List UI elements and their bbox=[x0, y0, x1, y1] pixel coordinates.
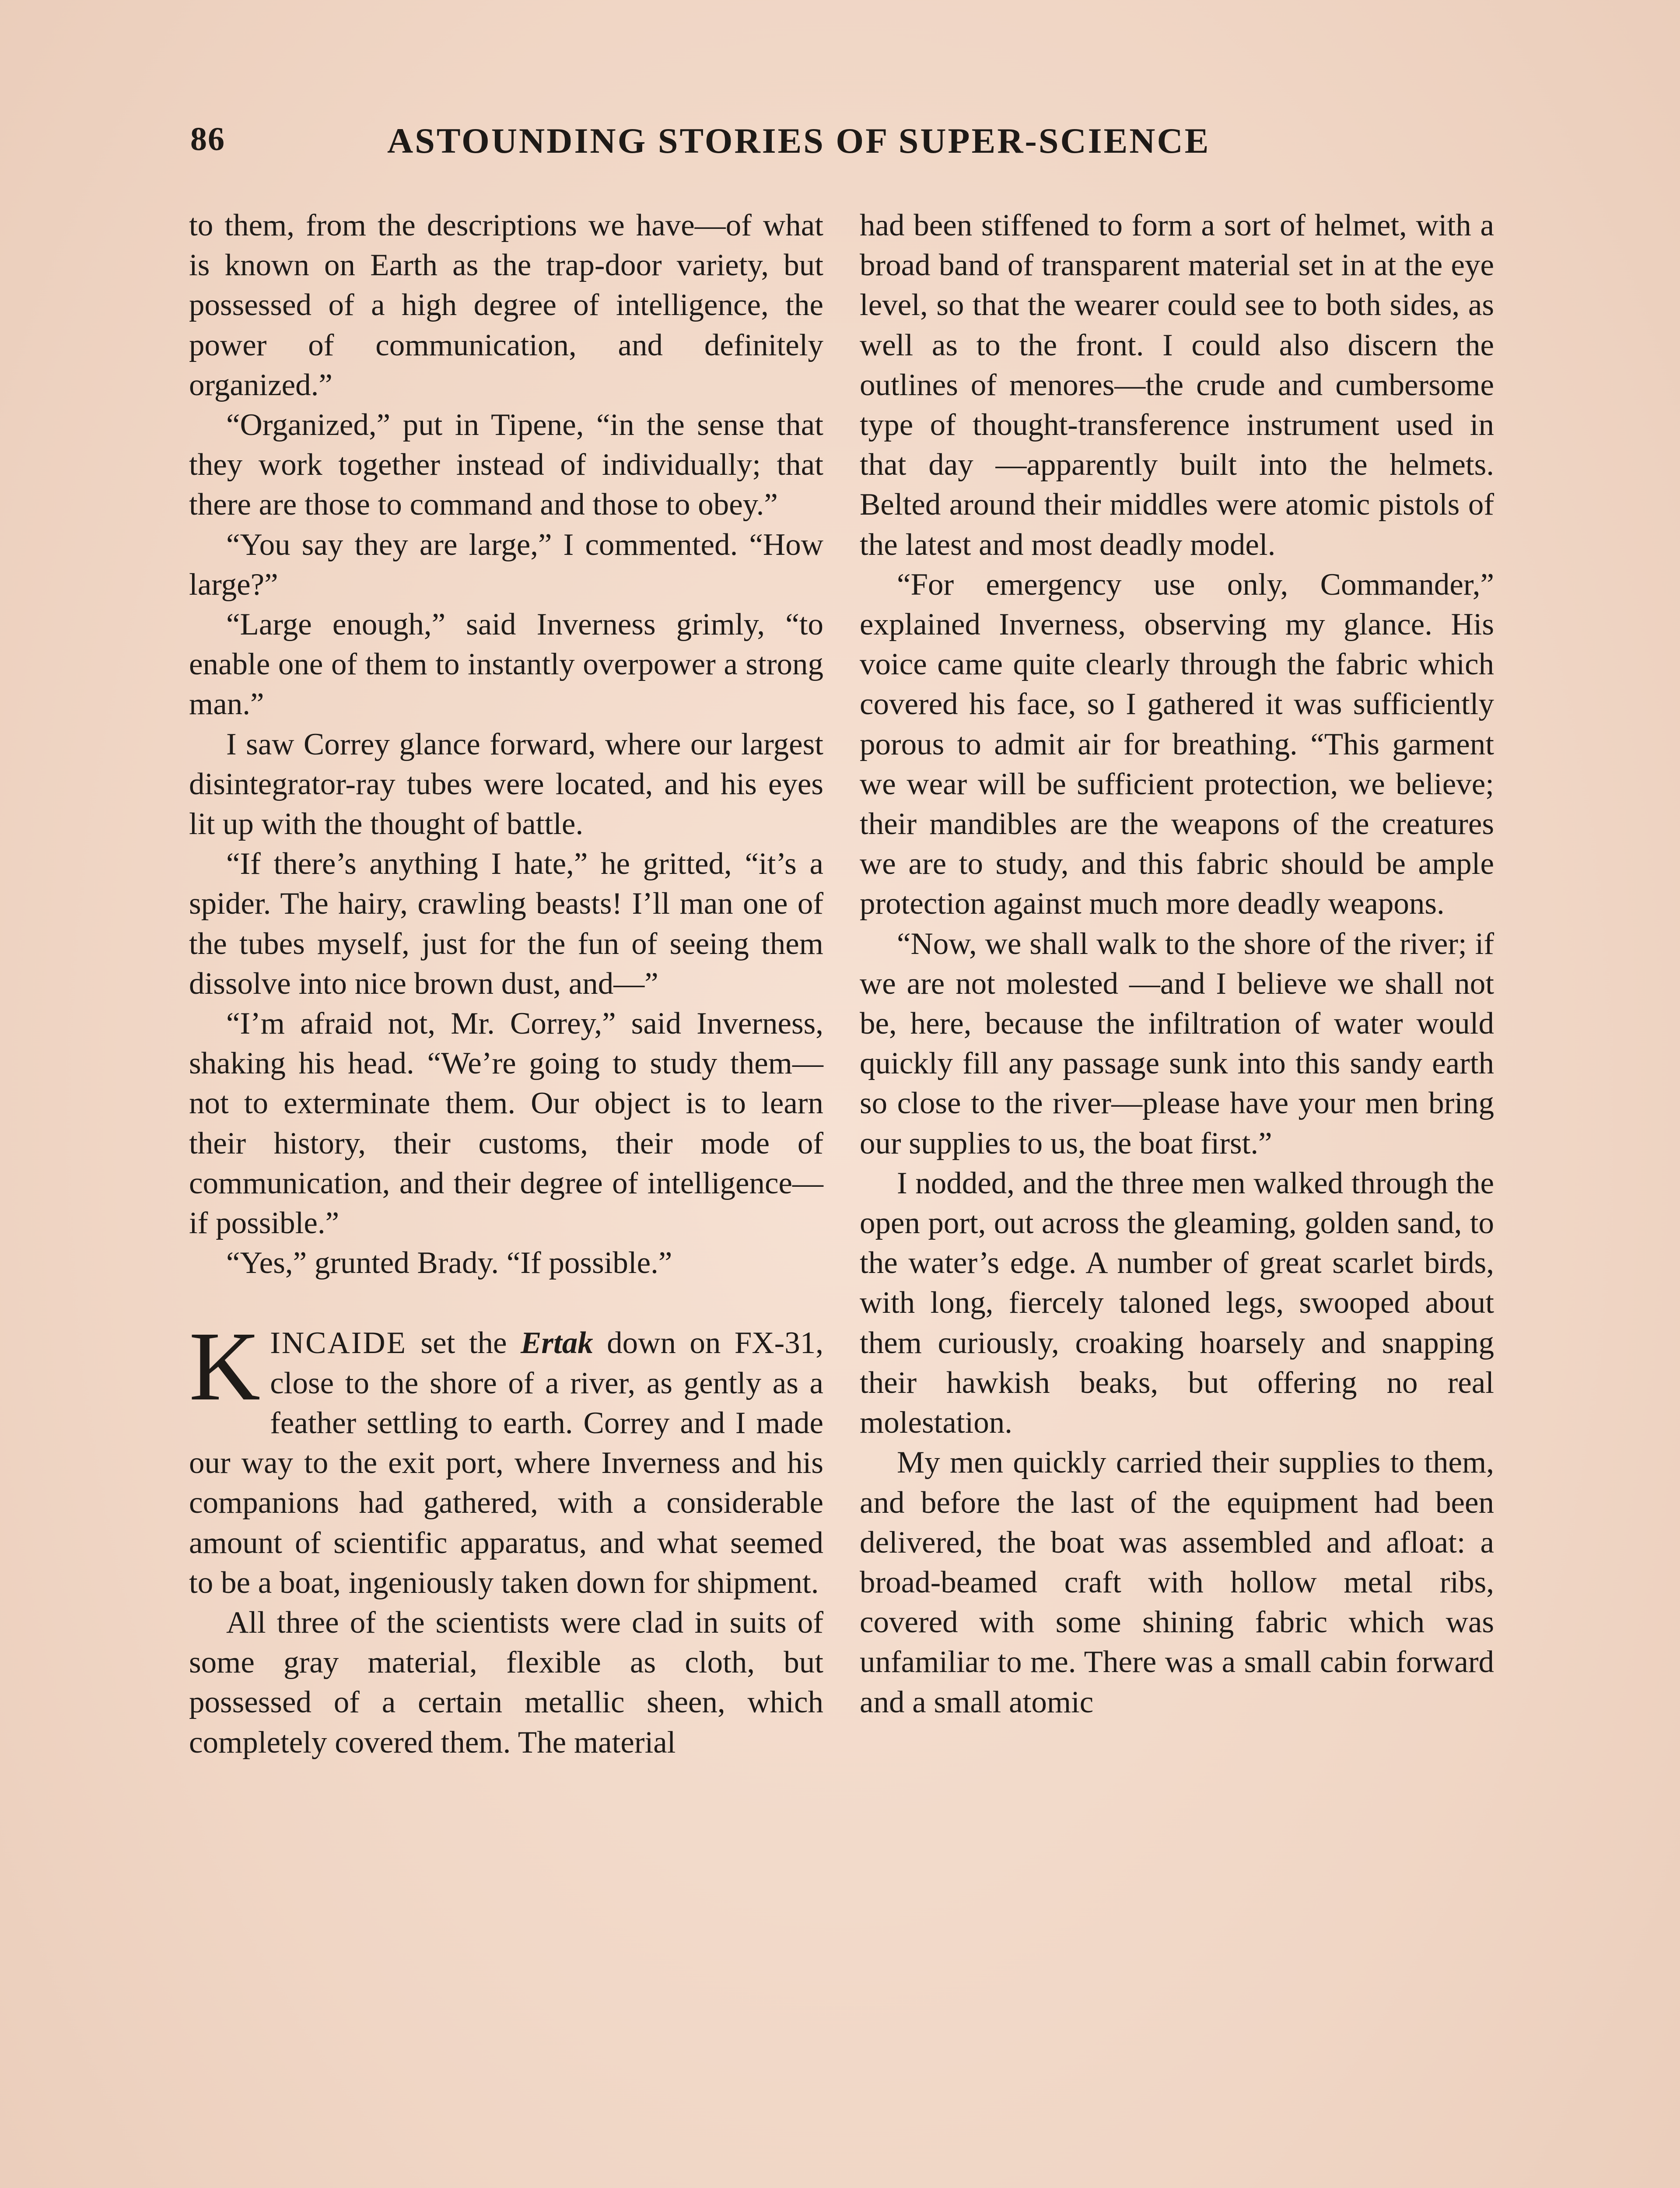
paragraph: I nodded, and the three men walked through the open port, out across the gleaming, golden sand, to the water’s edge. A number of great scarlet birds, with long, fiercely taloned legs, swooped about them curiously, croaking hoarsely and snapping their hawkish beaks, but offering no real molestation. bbox=[860, 1166, 1494, 1440]
section-break bbox=[189, 1283, 823, 1323]
running-title: ASTOUNDING STORIES OF SUPER-SCIENCE bbox=[387, 121, 1211, 161]
paragraph: My men quickly carried their supplies to them, and before the last of the equipment had been delivered, the boat was assembled and afloat: a broad-beamed craft with hollow metal ribs, covered with some shining fabric which was unfamiliar to me. There was a small cabin forward and a small atomic bbox=[860, 1445, 1494, 1719]
paragraph: “If there’s anything I hate,” he gritted, “it’s a spider. The hairy, crawling beasts! I’ll man one of the tubes myself, just for the fun of seeing them dissolve into nice brown dust, and—” bbox=[189, 847, 823, 1001]
lead-word: INCAIDE bbox=[270, 1326, 407, 1360]
paragraph: had been stiffened to form a sort of helmet, with a broad band of transparent material set in at the eye level, so that the wearer could see to both sides, as well as to the front. I could also discern the outlines of menores—the crude and cumbersome type of thought-transference instrument used in that day —apparently built into the helmets. Belted around their middles were atomic pistols of the latest and most deadly model. bbox=[860, 208, 1494, 562]
paragraph: “Large enough,” said Inverness grimly, “to enable one of them to instantly overpower a strong man.” bbox=[189, 607, 823, 722]
paragraph: All three of the scientists were clad in suits of some gray material, flexible as cloth, but possessed of a certain metallic sheen, which completely covered them. The material bbox=[189, 1605, 823, 1760]
left-column bbox=[189, 206, 823, 2188]
page-number: 86 bbox=[190, 121, 225, 158]
paragraph: “You say they are large,” I commented. “How large?” bbox=[189, 527, 823, 602]
text-run: down on FX-31, close to the shore of a river, as gently as a feather settling to earth. Correy and I made our way to the exit port, where Inverness and his companions had gathered, with a considerable amount of scientific apparatus, and what seemed to be a boat, ingeniously taken down for shipment. bbox=[189, 1326, 823, 1600]
text-run: set the bbox=[407, 1326, 521, 1360]
section-opening-paragraph bbox=[189, 1311, 823, 1602]
paragraph: “Yes,” grunted Brady. “If possible.” bbox=[226, 1246, 672, 1280]
paragraph: “I’m afraid not, Mr. Correy,” said Inverness, shaking his head. “We’re going to study them—not to exterminate them. Our object is to learn their history, their customs, their mode of communication, and their degree of intelligence—if possible.” bbox=[189, 1006, 823, 1241]
drop-cap: K bbox=[189, 1311, 261, 1421]
paragraph: to them, from the descriptions we have—of what is known on Earth as the trap-door variety, but possessed of a high degree of intelligence, the power of communication, and definitely organized.” bbox=[189, 208, 823, 402]
ship-name: Ertak bbox=[521, 1326, 593, 1360]
page-header bbox=[190, 120, 1310, 173]
paragraph: “Organized,” put in Tipene, “in the sense that they work together instead of individually; that there are those to command and those to obey.” bbox=[189, 408, 823, 522]
right-column bbox=[860, 206, 1494, 2188]
paragraph: “Now, we shall walk to the shore of the river; if we are not molested —and I believe we shall not be, here, because the infiltration of water would quickly fill any passage sunk into this sandy earth so close to the river—please have your men bring our supplies to us, the boat first.” bbox=[860, 926, 1494, 1161]
paragraph: “For emergency use only, Commander,” explained Inverness, observing my glance. His voice came quite clearly through the fabric which covered his face, so I gathered it was sufficiently porous to admit air for breathing. “This garment we wear will be sufficient protection, we believe; their mandibles are the weapons of the creatures we are to study, and this fabric should be ample protection against much more deadly weapons. bbox=[860, 567, 1494, 921]
paragraph: I saw Correy glance forward, where our largest disintegrator-ray tubes were located, and his eyes lit up with the thought of battle. bbox=[189, 727, 823, 842]
